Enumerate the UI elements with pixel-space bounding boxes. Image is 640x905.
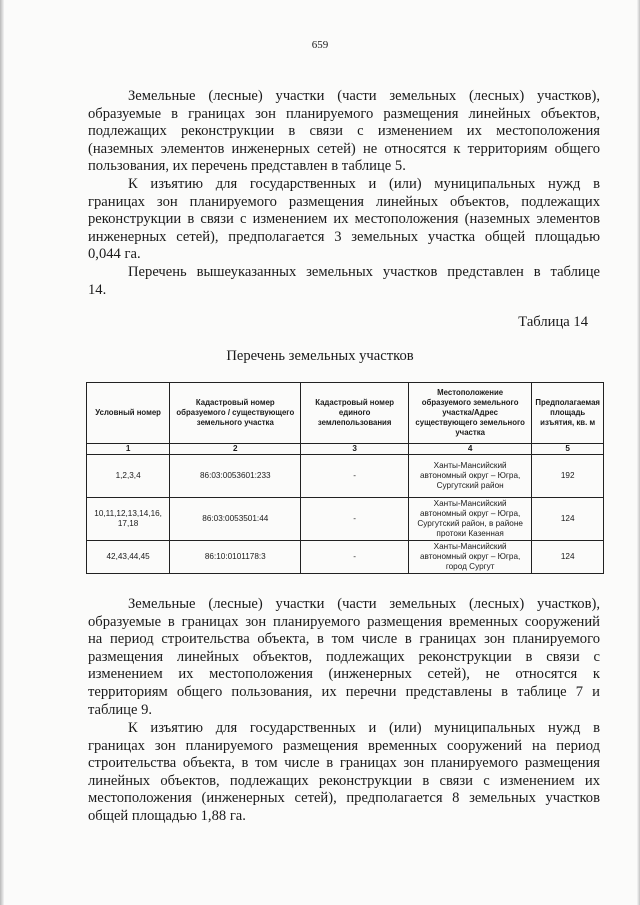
cell-cadastral-number: 86:10:0101178:3 — [170, 541, 301, 574]
cell-area: 124 — [532, 498, 604, 541]
cell-unified-land-use: - — [301, 541, 409, 574]
paragraph-1-line: подлежащих реконструкции в связи с изменением их местоположения — [88, 123, 600, 140]
page-number: 659 — [311, 39, 329, 51]
column-number: 2 — [170, 444, 301, 455]
header-unified-land-use: Кадастровый номер единого землепользования — [301, 383, 409, 444]
paragraph-5-line: общей площадью 1,88 га. — [88, 807, 246, 824]
cell-location: Ханты-Мансийский автономный округ – Югра, город Сургут — [408, 541, 531, 574]
paragraph-5-line: местоположения (инженерных сетей), предполагается 8 земельных участков — [88, 790, 600, 807]
paragraph-1-line: (наземных элементов инженерных сетей) не относятся к территориям общего — [88, 140, 600, 157]
scan-edge-left — [0, 0, 4, 905]
paragraph-4 — [88, 596, 600, 719]
cell-location: Ханты-Мансийский автономный округ – Югра, Сургутский район, в районе протоки Казенная — [408, 498, 531, 541]
cell-unified-land-use: - — [301, 498, 409, 541]
column-number: 3 — [301, 444, 409, 455]
paragraph-5-line: линейных объектов, подлежащих реконструкции в связи с изменением их — [88, 772, 600, 789]
paragraph-3 — [88, 264, 600, 299]
paragraph-2-line: 0,044 га. — [88, 246, 141, 263]
table-title: Перечень земельных участков — [226, 348, 414, 364]
header-cadastral-number: Кадастровый номер образуемого / существующего земельного участка — [170, 383, 301, 444]
column-number: 1 — [87, 444, 170, 455]
paragraph-5-line: К изъятию для государственных и (или) муниципальных нужд в — [128, 720, 600, 736]
paragraph-5-line: строительства объекта, в том числе в границах зон планируемого размещения — [88, 755, 600, 772]
table-header-row — [87, 383, 604, 444]
paragraph-5 — [88, 720, 600, 826]
cell-area: 192 — [532, 455, 604, 498]
cell-cadastral-number: 86:03:0053601:233 — [170, 455, 301, 498]
cell-location: Ханты-Мансийский автономный округ – Югра, Сургутский район — [408, 455, 531, 498]
paragraph-3-line: Перечень вышеуказанных земельных участков представлен в таблице — [128, 264, 600, 280]
header-conditional-number: Условный номер — [87, 383, 170, 444]
cell-conditional-number: 1,2,3,4 — [87, 455, 170, 498]
paragraph-4-line: размещения линейных объектов, подлежащих реконструкции в связи с — [88, 648, 600, 665]
paragraph-2-line: границах зон планируемого размещения линейных объектов, подлежащих — [88, 193, 600, 210]
paragraph-4-line: территориям общего пользования, их перечни представлены в таблице 7 и — [88, 683, 600, 700]
paragraph-4-line: таблице 9. — [88, 701, 153, 718]
paragraph-4-line: Земельные (лесные) участки (части земельных (лесных) участков), — [128, 596, 600, 612]
paragraph-2-line: реконструкции в связи с изменением их местоположения (наземных элементов — [88, 211, 600, 228]
paragraph-4-line: образуемые в границах зон планируемого размещения временных сооружений — [88, 613, 600, 630]
cell-conditional-number: 10,11,12,13,14,16, 17,18 — [87, 498, 170, 541]
cell-cadastral-number: 86:03:0053501:44 — [170, 498, 301, 541]
cell-area: 124 — [532, 541, 604, 574]
paragraph-3-line: 14. — [88, 281, 107, 298]
cell-unified-land-use: - — [301, 455, 409, 498]
table-row — [87, 498, 604, 541]
table-column-number-row — [87, 444, 604, 455]
column-number: 5 — [532, 444, 604, 455]
paragraph-4-line: на период строительства объекта, в том числе в границах зон планируемого — [88, 631, 600, 648]
parcels-table — [86, 382, 604, 574]
paragraph-1-line: Земельные (лесные) участки (части земельных (лесных) участков), — [128, 88, 600, 104]
header-location: Местоположение образуемого земельного участка/Адрес существующего земельного участка — [408, 383, 531, 444]
paragraph-1 — [88, 88, 600, 176]
paragraph-4-line: изменением их местоположения (инженерных сетей), не относятся к — [88, 666, 600, 683]
table-row — [87, 455, 604, 498]
header-area: Предполагаемая площадь изъятия, кв. м — [532, 383, 604, 444]
paragraph-5-line: границах зон планируемого размещения временных сооружений на период — [88, 737, 600, 754]
table-row — [87, 541, 604, 574]
column-number: 4 — [408, 444, 531, 455]
cell-conditional-number: 42,43,44,45 — [87, 541, 170, 574]
paragraph-1-line: пользования, их перечень представлен в таблице 5. — [88, 158, 406, 175]
paragraph-2-line: К изъятию для государственных и (или) муниципальных нужд в — [128, 176, 600, 192]
paragraph-1-line: образуемые в границах зон планируемого размещения линейных объектов, — [88, 105, 600, 122]
table-caption: Таблица 14 — [518, 314, 588, 330]
paragraph-2-line: инженерных сетей), предполагается 3 земельных участка общей площадью — [88, 228, 600, 245]
paragraph-2 — [88, 176, 600, 264]
